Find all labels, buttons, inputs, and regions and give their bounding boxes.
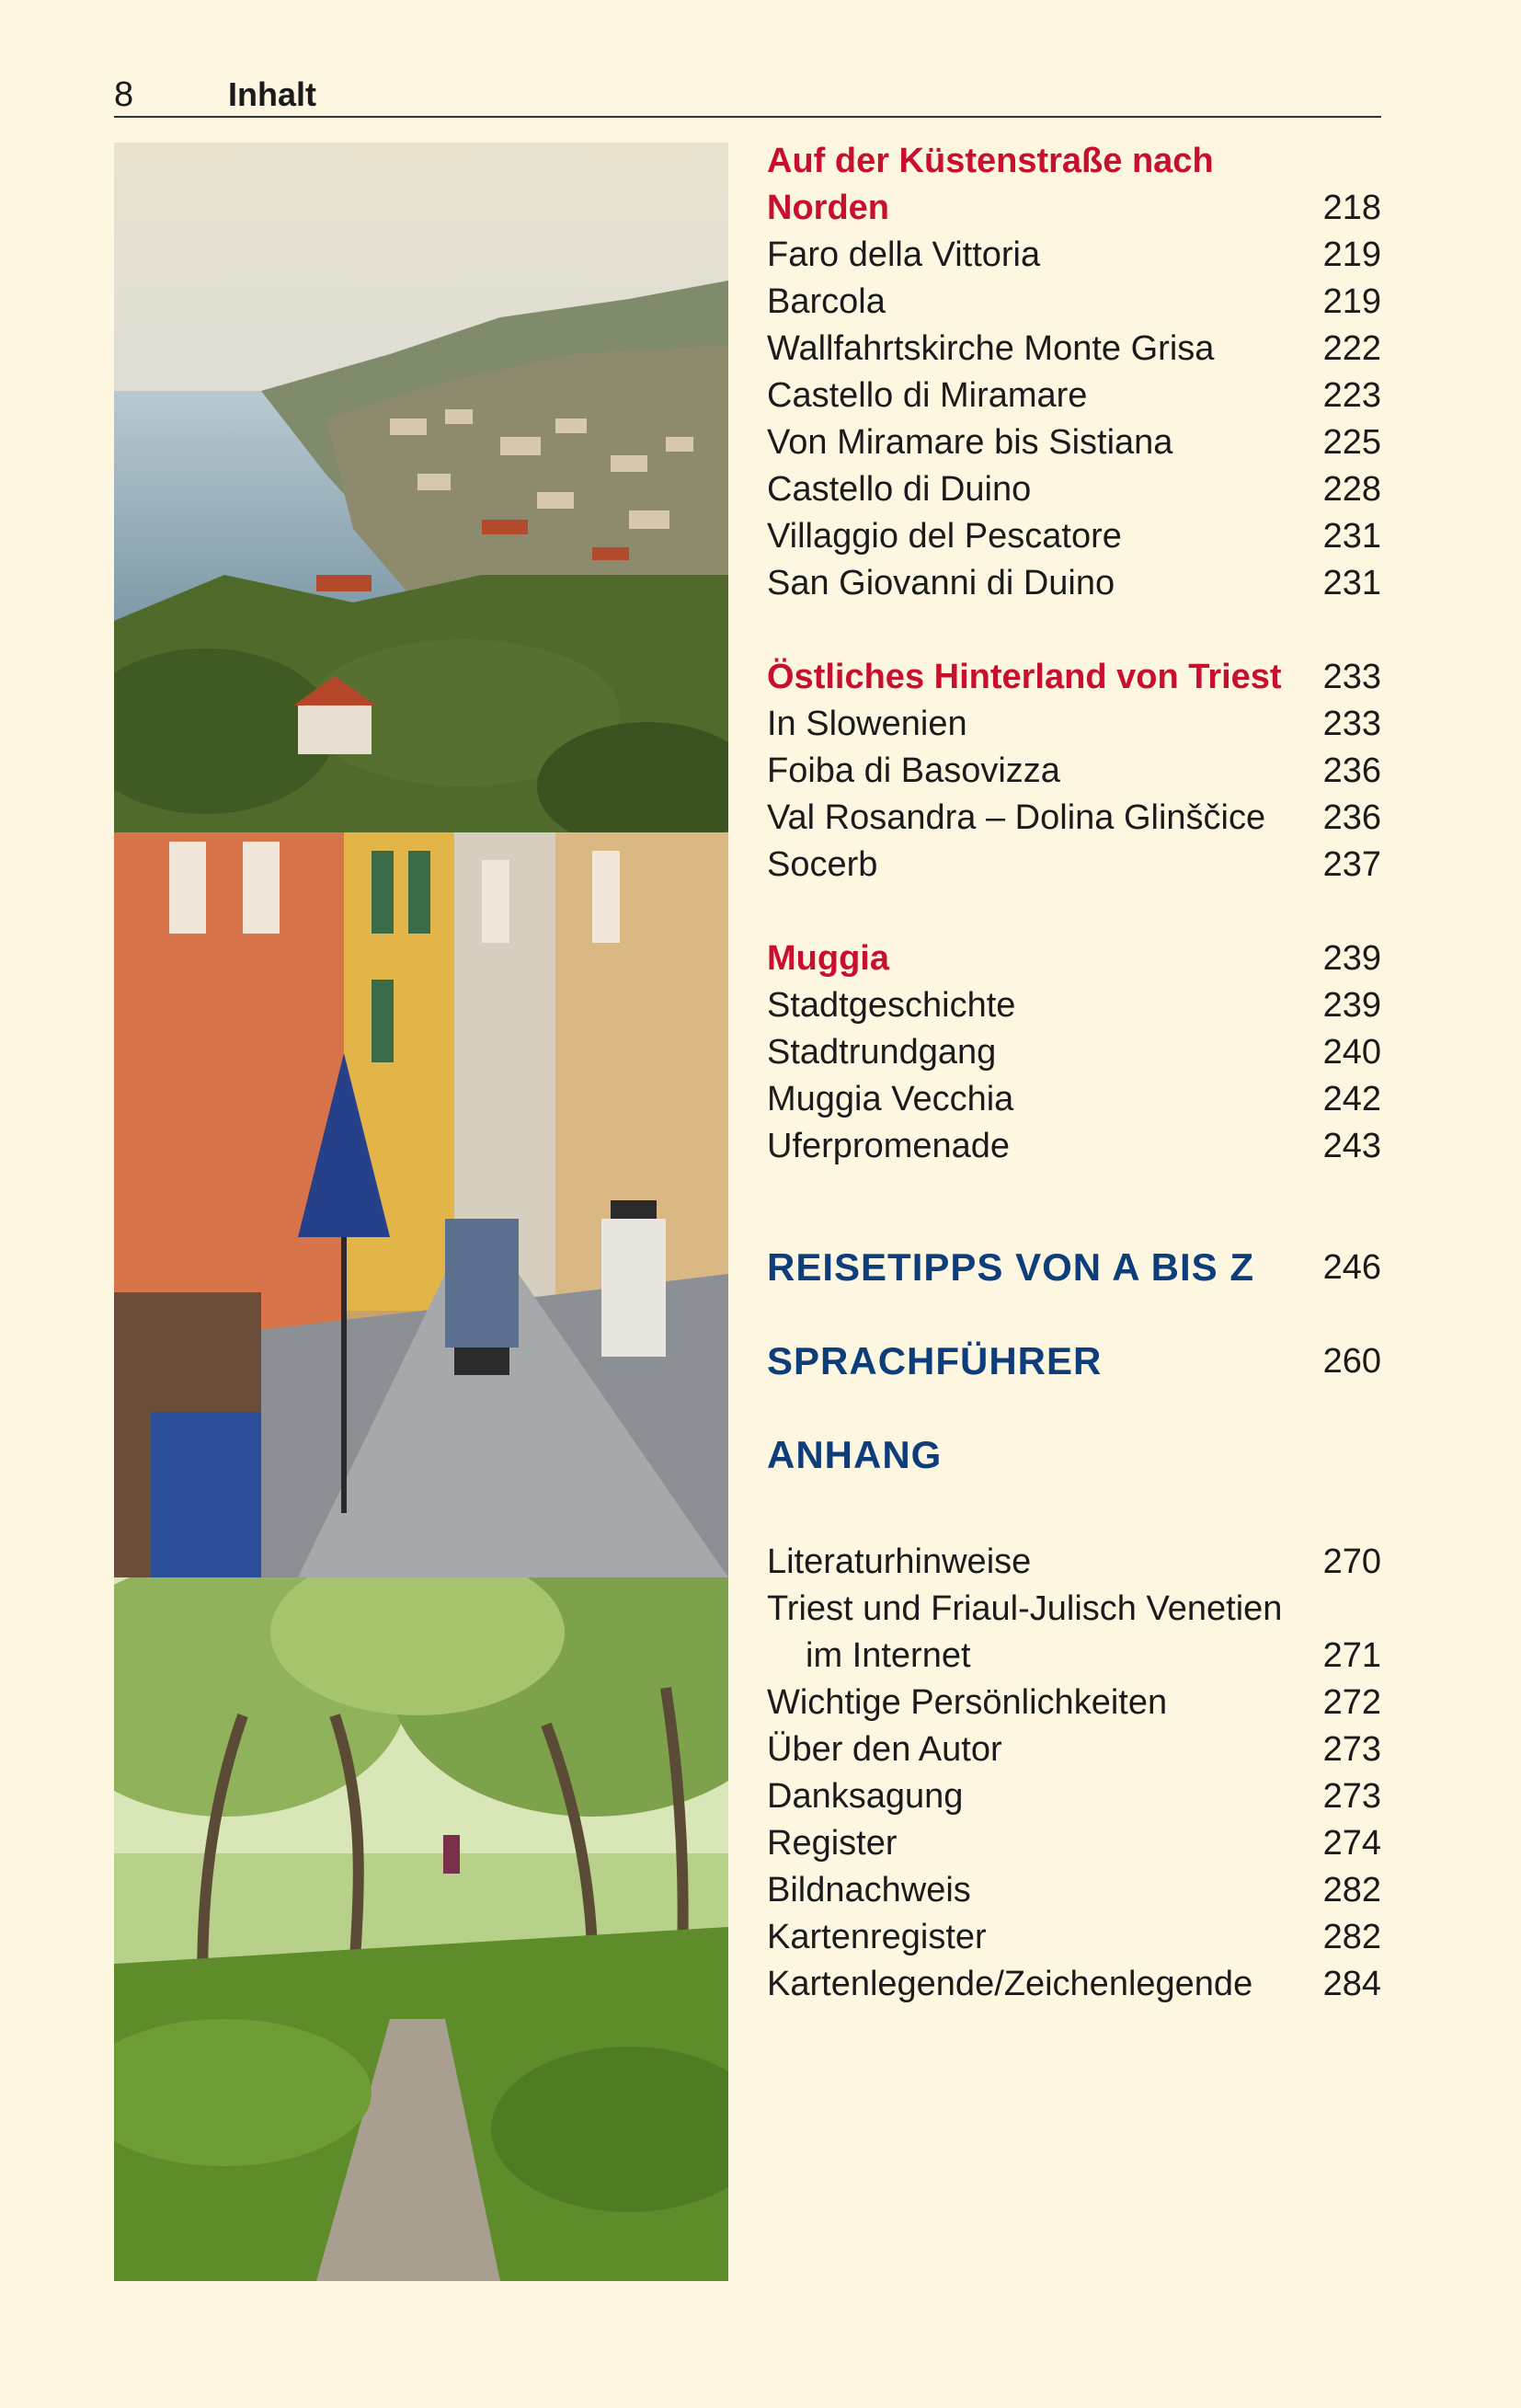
toc-entry[interactable]: Muggia Vecchia 242: [767, 1080, 1381, 1118]
toc-entry[interactable]: San Giovanni di Duino 231: [767, 564, 1381, 602]
toc-entry[interactable]: Socerb 237: [767, 845, 1381, 884]
toc-entry[interactable]: Über den Autor 273: [767, 1730, 1381, 1769]
toc-entry[interactable]: Bildnachweis 282: [767, 1871, 1381, 1909]
toc-entry[interactable]: Kartenregister 282: [767, 1918, 1381, 1956]
spacer: [767, 1170, 1381, 1221]
photo-column: [114, 143, 728, 2281]
toc-heading-hinterland[interactable]: Östliches Hinterland von Triest 233: [767, 658, 1381, 696]
toc-heading-kuestenstrasse-cont[interactable]: Norden 218: [767, 189, 1381, 227]
toc-heading-sprachfuehrer[interactable]: SPRACHFÜHRER 260: [767, 1339, 1381, 1382]
toc-entry[interactable]: Wichtige Persönlichkeiten 272: [767, 1683, 1381, 1722]
toc-heading-anhang[interactable]: ANHANG: [767, 1433, 943, 1476]
toc-entry[interactable]: Stadtrundgang 240: [767, 1033, 1381, 1072]
toc-entry[interactable]: Castello di Miramare 223: [767, 376, 1381, 415]
street-photo: [114, 832, 728, 1577]
toc-entry[interactable]: Stadtgeschichte 239: [767, 986, 1381, 1025]
toc-entry[interactable]: Literaturhinweise 270: [767, 1542, 1381, 1581]
spacer: [767, 607, 1381, 654]
toc-entry[interactable]: In Slowenien 233: [767, 705, 1381, 743]
toc-heading-reisetipps[interactable]: REISETIPPS VON A BIS Z 246: [767, 1245, 1381, 1289]
toc-entry[interactable]: Barcola 219: [767, 282, 1381, 321]
toc-heading-muggia[interactable]: Muggia 239: [767, 939, 1381, 978]
spacer: [767, 889, 1381, 935]
toc-heading-kuestenstrasse[interactable]: Auf der Küstenstraße nach: [767, 142, 1214, 180]
toc-entry[interactable]: Register 274: [767, 1824, 1381, 1863]
running-header: [114, 72, 1381, 118]
toc-entry[interactable]: Kartenlegende/Zeichenlegende 284: [767, 1965, 1381, 2003]
toc-entry[interactable]: Triest und Friaul-Julisch Venetien: [767, 1589, 1283, 1628]
toc-entry[interactable]: Uferpromenade 243: [767, 1127, 1381, 1165]
page-number: 8: [114, 75, 134, 114]
running-title: Inhalt: [228, 75, 316, 113]
coast-photo: [114, 143, 728, 832]
spacer: [767, 1502, 1381, 1539]
toc-entry[interactable]: Faro della Vittoria 219: [767, 235, 1381, 274]
toc-entry[interactable]: Villaggio del Pescatore 231: [767, 517, 1381, 556]
table-of-contents: [767, 138, 1381, 2008]
toc-entry[interactable]: Von Miramare bis Sistiana 225: [767, 423, 1381, 462]
toc-entry[interactable]: Danksagung 273: [767, 1777, 1381, 1816]
toc-entry[interactable]: Wallfahrtskirche Monte Grisa 222: [767, 329, 1381, 368]
toc-entry[interactable]: Val Rosandra – Dolina Glinščice 236: [767, 798, 1381, 837]
forest-photo: [114, 1577, 728, 2281]
toc-entry[interactable]: Foiba di Basovizza 236: [767, 751, 1381, 790]
toc-entry[interactable]: im Internet 271: [806, 1636, 1381, 1675]
toc-entry[interactable]: Castello di Duino 228: [767, 470, 1381, 509]
